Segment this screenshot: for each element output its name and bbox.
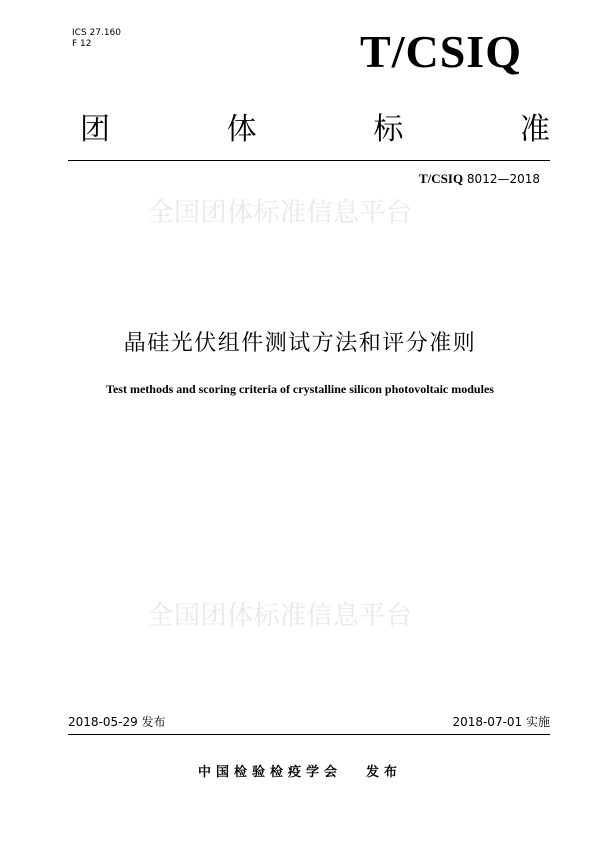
watermark-top: 全国团体标准信息平台 [147, 198, 413, 228]
standard-type-heading [80, 110, 550, 150]
classification-block [72, 28, 121, 50]
implement-date: 2018-07-01 实施 [452, 715, 550, 729]
ccs-code: F 12 [72, 39, 92, 49]
title-chinese: 晶硅光伏组件测试方法和评分准则 [123, 331, 477, 356]
publish-date: 2018-05-29 发布 [68, 715, 166, 729]
standard-brand: T/CSIQ [360, 26, 522, 77]
title-english: Test methods and scoring criteria of crystalline silicon photovoltaic modules [106, 382, 494, 396]
standard-code [419, 171, 540, 187]
issuer-action: 发布 [366, 765, 403, 780]
standard-code-number: 8012—2018 [466, 172, 540, 186]
standard-type-char: 标 [373, 112, 404, 147]
watermark-bottom: 全国团体标准信息平台 [147, 601, 413, 631]
top-divider [68, 160, 550, 161]
standard-type-char: 准 [519, 112, 550, 147]
standard-code-prefix: T/CSIQ [419, 171, 464, 186]
bottom-divider [68, 734, 550, 735]
issuer-line [0, 764, 600, 782]
ics-code: ICS 27.160 [72, 28, 122, 38]
issuer-org: 中国检验检疫学会 [197, 765, 342, 780]
standard-type-char: 团 [80, 112, 110, 147]
standard-type-char: 体 [226, 112, 257, 147]
